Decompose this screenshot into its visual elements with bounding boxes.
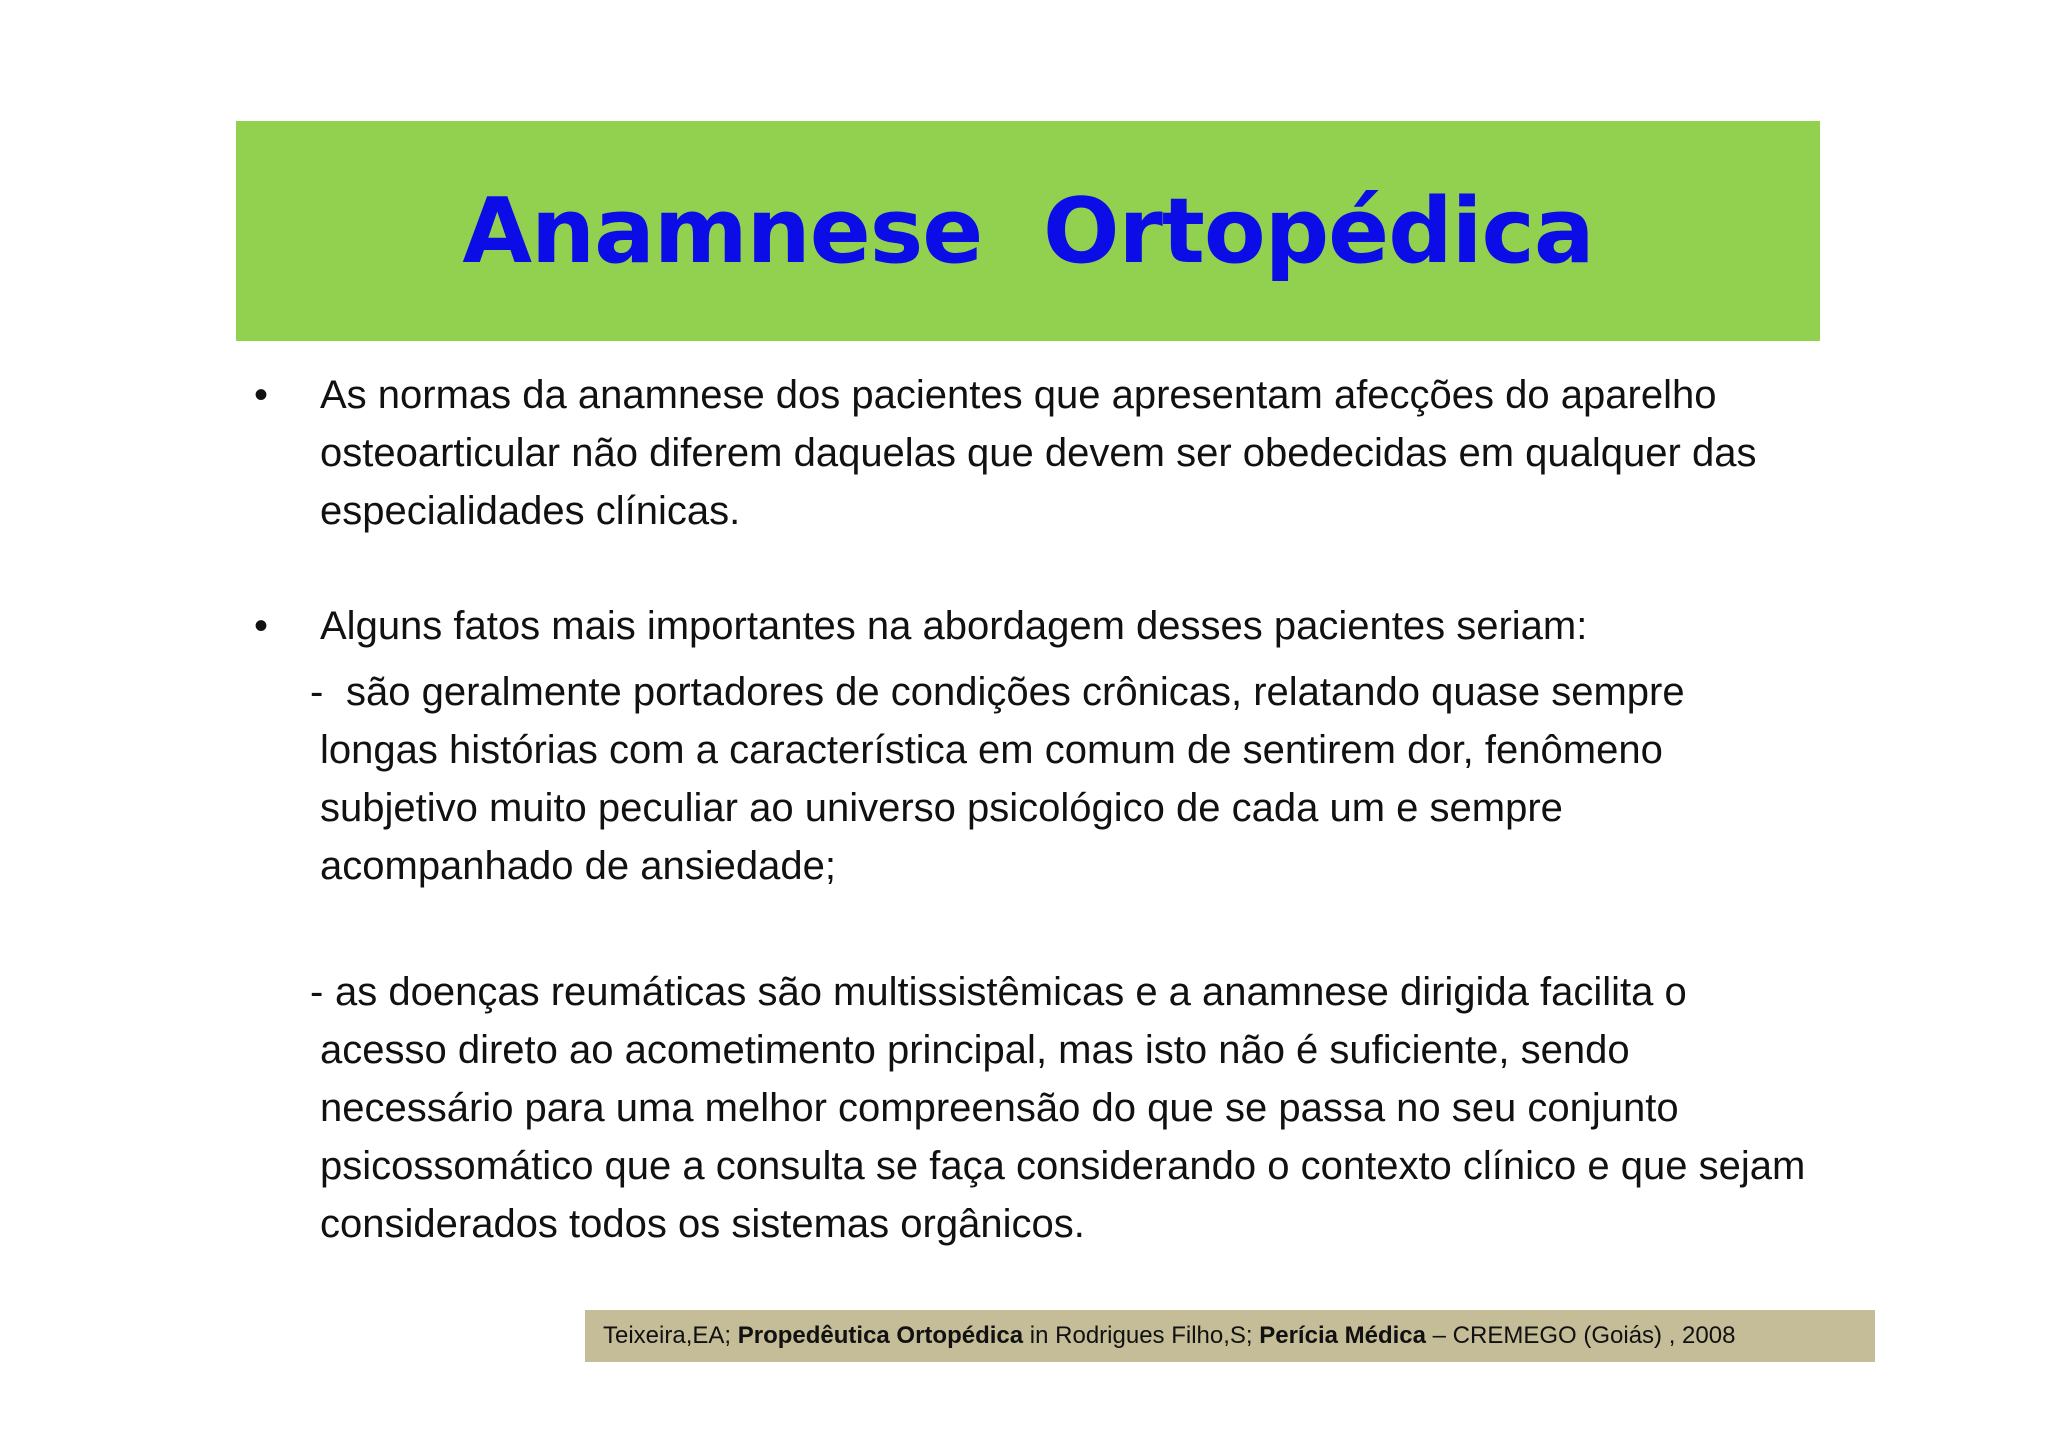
bullet-item-1 — [250, 366, 1810, 540]
title-band — [236, 121, 1820, 341]
bullet-marker: • — [254, 604, 269, 648]
slide-body — [250, 366, 1810, 1253]
dash-marker: - — [310, 670, 324, 714]
dash-marker: - — [310, 970, 324, 1014]
sub-item-2 — [250, 963, 1810, 1253]
citation-editor: in Rodrigues Filho,S; — [1023, 1322, 1260, 1349]
bullet-text: Alguns fatos mais importantes na abordagem desses pacientes seriam: — [320, 604, 1588, 648]
sub-item-1 — [250, 663, 1810, 895]
bullet-item-2 — [250, 597, 1810, 655]
citation-box — [585, 1310, 1875, 1362]
citation-chapter: Propedêutica Ortopédica — [737, 1322, 1024, 1349]
citation-publisher: – CREMEGO (Goiás) , 2008 — [1426, 1322, 1736, 1349]
sub-item-text-content: as doenças reumáticas são multissistêmicas e a anamnese dirigida facilita o acesso direto ao acometimento principal, mas isto não é suficiente, sendo necessário para uma melhor compreensão do que se passa no seu conjunto psicossomático que a consulta se faça considerando o contexto clínico e que sejam considerados todos os sistemas orgânicos. — [320, 970, 1806, 1246]
bullet-marker: • — [254, 373, 269, 417]
sub-item-text — [320, 663, 1810, 895]
bullet-text: As normas da anamnese dos pacientes que apresentam afecções do aparelho osteoarticular não diferem daquelas que devem ser obedecidas em qualquer das especialidades clínicas. — [320, 373, 1757, 533]
slide-title: Anamnese Ortopédica — [462, 178, 1594, 284]
sub-item-text-content: são geralmente portadores de condições crônicas, relatando quase sempre longas histórias com a característica em comum de sentirem dor, fenômeno subjetivo muito peculiar ao universo psicológico de cada um e sempre acompanhado de ansiedade; — [320, 670, 1685, 888]
sub-item-text — [320, 963, 1810, 1253]
citation-author: Teixeira,EA; — [603, 1322, 738, 1349]
citation-book: Perícia Médica — [1259, 1322, 1426, 1349]
